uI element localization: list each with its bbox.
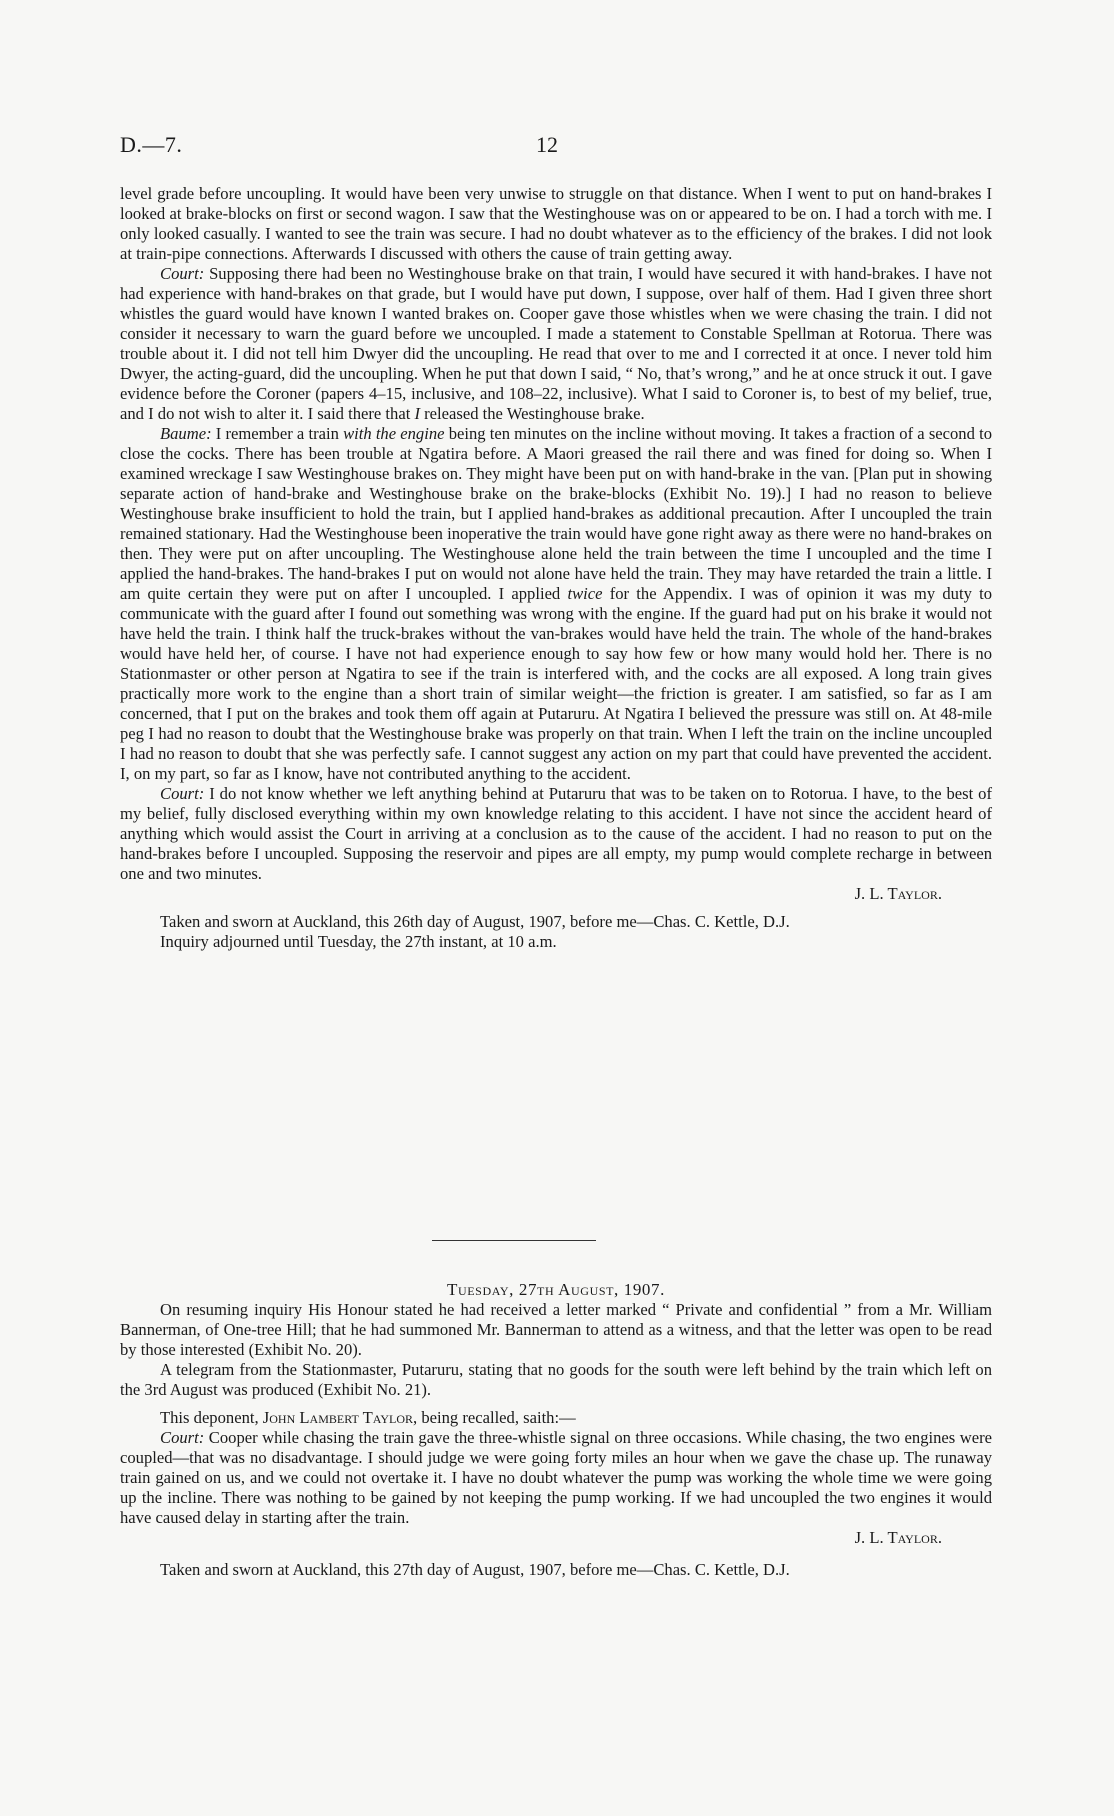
adjournment-note: Inquiry adjourned until Tuesday, the 27th instant, at 10 a.m. xyxy=(160,932,557,951)
paragraph-text: I remember a train xyxy=(211,424,344,443)
paragraph-text: Cooper while chasing the train gave the three-whistle signal on three occasions. While chasing, the two engines were coupled—that was no disadvantage. I should judge we were going forty miles an hour when we gave the chase up. The runaway train gained on us, and we could not overtake it. I have no doubt whatever the pump was working the whole time we were going up the incline. There was nothing to be gained by not keeping the pump working. If we had uncoupled the two engines it would have caused delay in starting after the train. xyxy=(120,1428,992,1527)
speaker-label: Court: xyxy=(160,1428,205,1447)
signature-text: J. L. Taylor. xyxy=(854,1528,942,1547)
paragraph-text: released the Westinghouse brake. xyxy=(420,404,645,423)
italic-text: I xyxy=(414,404,420,423)
paragraph-text: I do not know whether we left anything behind at Putaruru that was to be taken on to Rotorua. I have, to the best of my belief, fully disclosed everything within my own knowledge relating to this accident. I have not since the accident heard of anything which would assist the Court in arriving at a conclusion as to the cause of the accident. I had no reason to put on the hand-brakes before I uncoupled. Supposing the reservoir and pipes are all empty, my pump would complete recharge in between one and two minutes. xyxy=(120,784,992,883)
paragraph-text: , being recalled, saith:— xyxy=(413,1408,576,1427)
spacer xyxy=(120,1400,992,1408)
signature xyxy=(120,1528,992,1548)
document-reference: D.—7. xyxy=(120,132,183,157)
section-divider xyxy=(432,1240,596,1241)
sworn-statement: Taken and sworn at Auckland, this 27th day of August, 1907, before me—Chas. C. Kettle, D.J. xyxy=(160,1560,790,1579)
page-number: 12 xyxy=(536,132,558,157)
deponent-name: John Lambert Taylor xyxy=(262,1408,414,1427)
paragraph-court xyxy=(120,1428,992,1528)
spacer xyxy=(120,1548,992,1560)
session-date: Tuesday, 27th August, 1907. xyxy=(447,1280,665,1299)
deponent-intro xyxy=(120,1408,992,1428)
speaker-label: Baume: xyxy=(160,424,212,443)
speaker-label: Court: xyxy=(160,264,205,283)
paragraph-text: for the Appendix. I was of opinion it was my duty to communicate with the guard after I found out something was wrong with the engine. If the guard had put on his brake it would not have held the train. I think half the truck-brakes without the van-brakes would have held the train. The whole of the hand-brakes would have held her, of course. I have not had experience enough to say how few or how many would hold her. There is no Stationmaster or other person at Ngatira to see if the train is interfered with, and the cocks are all exposed. A long train gives practically more work to the engine than a short train of similar weight—the friction is greater. I am satisfied, so far as I am concerned, that I put on the brakes and took them off again at Putaruru. At Ngatira I believed the pressure was still on. At 48-mile peg I had no reason to doubt that the Westinghouse brake was properly on that train. When I left the train on the incline uncoupled I had no reason to doubt that she was perfectly safe. I cannot suggest any action on my part that could have prevented the accident. I, on my part, so far as I know, have not contributed anything to the accident. xyxy=(120,584,992,783)
paragraph-text: This deponent, xyxy=(160,1408,263,1427)
italic-text: twice xyxy=(567,584,603,603)
spacer xyxy=(120,904,992,912)
speaker-label: Court: xyxy=(160,784,205,803)
paragraph-court xyxy=(120,264,992,424)
paragraph: A telegram from the Stationmaster, Putaruru, stating that no goods for the south were left behind by the train which left on the 3rd August was produced (Exhibit No. 21). xyxy=(120,1360,992,1399)
paragraph-court-2 xyxy=(120,784,992,884)
signature xyxy=(120,884,992,904)
testimony-section-2 xyxy=(120,1280,992,1580)
paragraph-text: Supposing there had been no Westinghouse brake on that train, I would have secured it with hand-brakes. I have not had experience with hand-brakes on that grade, but I would have put down, I suppose, over half of them. Had I given three short whistles the guard would have known I wanted brakes on. Cooper gave those whistles when we were chasing the train. I did not consider it necessary to warn the guard before we uncoupled. I made a statement to Constable Spellman at Rotorua. There was trouble about it. I did not tell him Dwyer did the uncoupling. He read that over to me and I corrected it at once. I never told him Dwyer, the acting-guard, did the uncoupling. When he put that down I said, “ No, that’s wrong,” and he at once struck it out. I gave evidence before the Coroner (papers 4–15, inclusive, and 108–22, inclusive). What I said to Coroner is, to best of my belief, true, and I do not wish to alter it. I said there that xyxy=(120,264,992,423)
paragraph-text: being ten minutes on the incline without moving. It takes a fraction of a second to close the cocks. There has been trouble at Ngatira before. A Maori greased the rail there and was fined for doing so. When I examined wreckage I saw Westinghouse brakes on. They might have been put on with hand-brake in the van. [Plan put in showing separate action of hand-brake and Westinghouse brake on the brake-blocks (Exhibit No. 19).] I had no reason to believe Westinghouse brake insufficient to hold the train, but I applied hand-brakes as additional precaution. After I uncoupled the train remained stationary. Had the Westinghouse been inoperative the train would have gone right away as there were no hand-brakes on then. They were put on after uncoupling. The Westinghouse alone held the train between the time I uncoupled and the time I applied the hand-brakes. The hand-brakes I put on would not alone have held the train. They may have retarded the train a little. I am quite certain they were put on after I uncoupled. I applied xyxy=(120,424,992,603)
sworn-statement: Taken and sworn at Auckland, this 26th day of August, 1907, before me—Chas. C. Kettle, D.J. xyxy=(160,912,790,931)
paragraph: On resuming inquiry His Honour stated he had received a letter marked “ Private and confidential ” from a Mr. William Bannerman, of One-tree Hill; that he had summoned Mr. Bannerman to attend as a witness, and that the letter was open to be read by those interested (Exhibit No. 20). xyxy=(120,1300,992,1359)
paragraph-baume xyxy=(120,424,992,784)
testimony-section-1 xyxy=(120,184,992,952)
signature-text: J. L. Taylor. xyxy=(854,884,942,903)
paragraph: level grade before uncoupling. It would have been very unwise to struggle on that distance. When I went to put on hand-brakes I looked at brake-blocks on first or second wagon. I saw that the Westinghouse was on or appeared to be on. I had a torch with me. I only looked casually. I wanted to see the train was secure. I had no doubt whatever as to the efficiency of the brakes. I did not look at train-pipe connections. Afterwards I discussed with others the cause of train getting away. xyxy=(120,184,992,263)
italic-text: with the engine xyxy=(343,424,445,443)
